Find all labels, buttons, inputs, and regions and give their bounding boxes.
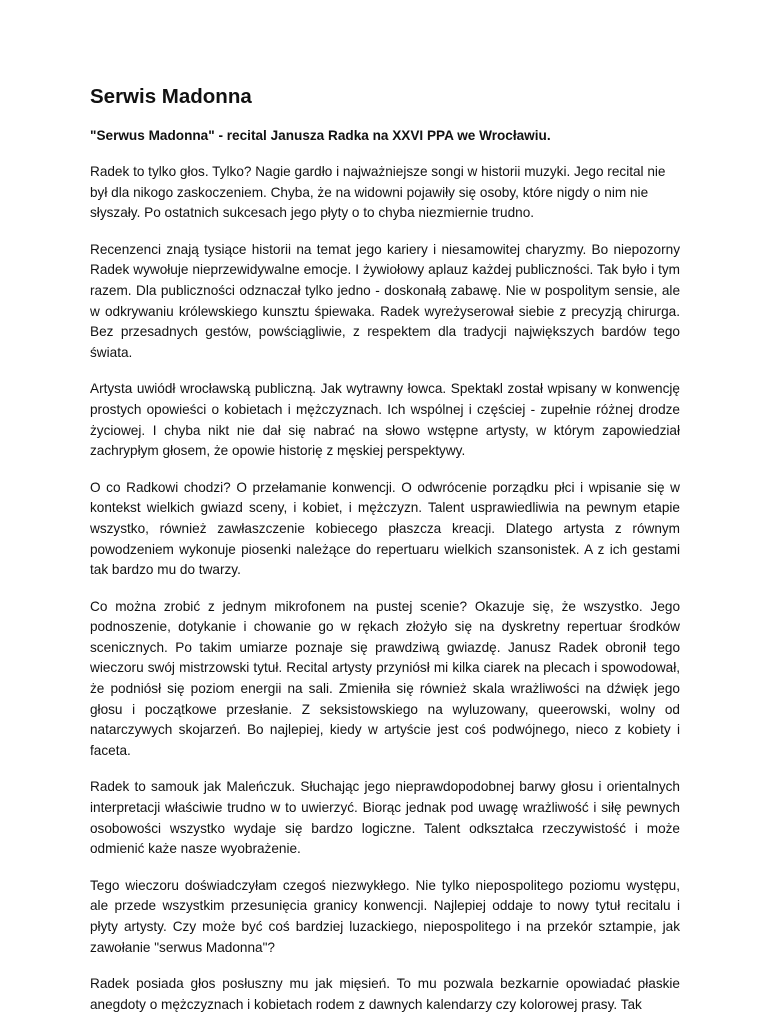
paragraph: O co Radkowi chodzi? O przełamanie konwencji. O odwrócenie porządku płci i wpisanie się w kontekst wielkich gwiazd sceny, i kobiet, i mężczyzn. Talent usprawiedliwia na pewnym etapie wszystko, również zawłaszczenie kobiecego płaszcza kreacji. Dlatego artysta z równym powodzeniem wykonuje piosenki należące do repertuaru wielkich szansonistek. A z ich gestami tak bardzo mu do twarzy.	[90, 479, 680, 578]
document-subtitle: "Serwus Madonna" - recital Janusza Radka na XXVI PPA we Wrocławiu.	[90, 128, 551, 143]
paragraph: Tego wieczoru doświadczyłam czegoś niezwykłego. Nie tylko niepospolitego poziomu występu, ale przede wszystkim przesunięcia granicy konwencji. Najlepiej oddaje to nowy tytuł recitalu i płyty artysty. Czy może być coś bardziej luzackiego, niepospolitego i na przekór sztampie, jak zawołanie "serwus Madonna"?	[90, 877, 680, 955]
paragraph: Radek to tylko głos. Tylko? Nagie gardło i najważniejsze songi w historii muzyki. Jego recital nie był dla nikogo zaskoczeniem. Chyba, że na widowni pojawiły się osoby, które nigdy o nim nie słyszały. Po ostatnich sukcesach jego płyty o to chyba niezmiernie trudno.	[90, 164, 666, 221]
paragraph: Radek to samouk jak Maleńczuk. Słuchając jego nieprawdopodobnej barwy głosu i orientalnych interpretacji właściwie trudno w to uwierzyć. Biorąc jednak pod uwagę wrażliwość i siłę pewnych osobowości wszystko wydaje się bardzo logiczne. Talent odkształca rzeczywistość i może odmienić każe nasze wyobrażenie.	[90, 779, 680, 857]
paragraph: Co można zrobić z jednym mikrofonem na pustej scenie? Okazuje się, że wszystko. Jego podnoszenie, dotykanie i chowanie go w rękach złożyło się na dyskretny repertuar środków scenicznych. Po takim umiarze poznaje się prawdziwą gwiazdę. Janusz Radek obronił tego wieczoru swój mistrzowski tytuł. Recital artysty przyniósł mi kilka ciarek na plecach i spowodował, że podniósł się poziom energii na sali. Zmieniła się również skala wrażliwości na dźwięk jego głosu i początkowe przesłanie. Z seksistowskiego na wyluzowany, queerowski, wolny od natarczywych skojarzeń. Bo najlepiej, kiedy w artyście jest coś podwójnego, nieco z kobiety i faceta.	[90, 598, 680, 758]
paragraph: Radek posiada głos posłuszny mu jak mięsień. To mu pozwala bezkarnie opowiadać płaskie anegdoty o mężczyznach i kobietach rodem z dawnych kalendarzy czy kolorowej prasy. Tak	[90, 976, 680, 1012]
paragraph: Recenzenci znają tysiące historii na temat jego kariery i niesamowitej charyzmy. Bo niepozorny Radek wywołuje nieprzewidywalne emocje. I żywiołowy aplauz każdej publiczności. Tak było i tym razem. Dla publiczności odznaczał tylko jedno - doskonałą zabawę. Nie w pospolitym sensie, ale w odkrywaniu królewskiego kunsztu śpiewaka. Radek wyreżyserował siebie z precyzją chirurga. Bez przesadnych gestów, powściągliwie, z respektem dla tradycji największych bardów tego świata.	[90, 241, 680, 360]
paragraph: Artysta uwiódł wrocławską publiczną. Jak wytrawny łowca. Spektakl został wpisany w konwencję prostych opowieści o kobietach i mężczyznach. Ich wspólnej i częściej - zupełnie różnej drodze życiowej. I chyba nikt nie dał się nabrać na słowo wstępne artysty, w którym zapowiedział zachrypłym głosem, że opowie historię z męskiej perspektywy.	[90, 381, 680, 459]
document-title: Serwis Madonna	[90, 85, 252, 108]
